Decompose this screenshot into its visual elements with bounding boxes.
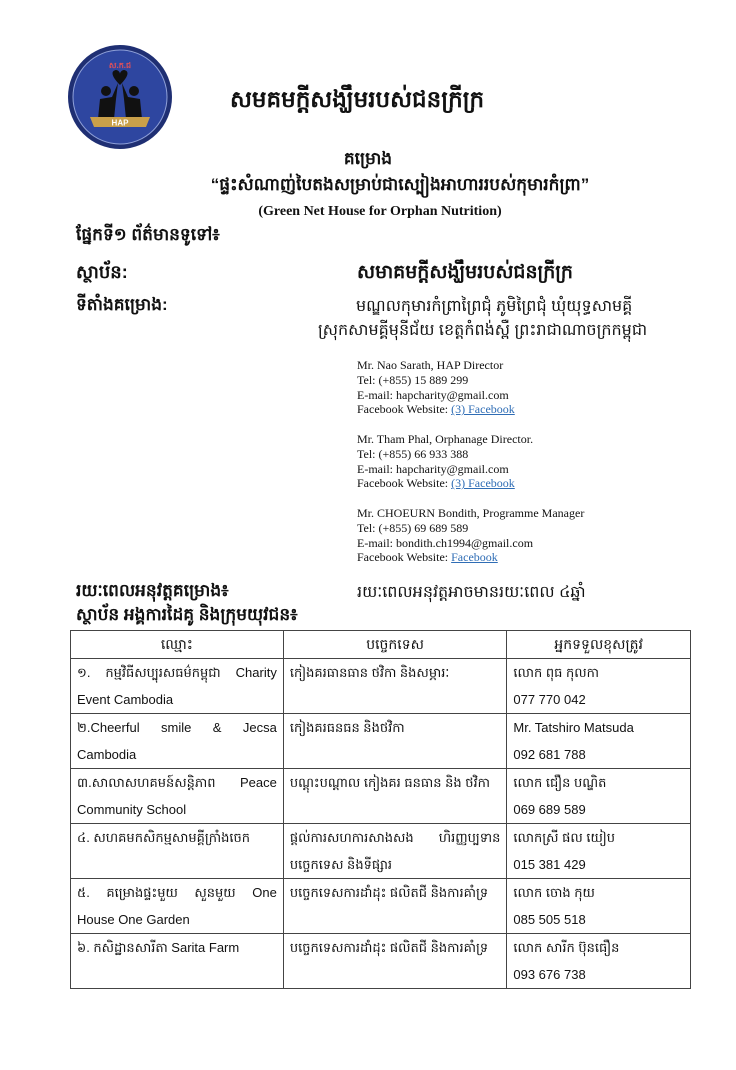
responsible-person: លោកស្រី ផល យៀប — [513, 830, 615, 845]
contact-block — [357, 506, 584, 565]
contact-block — [357, 358, 515, 417]
table-row — [71, 659, 691, 714]
partner-contact — [507, 769, 691, 824]
facebook-link[interactable]: Facebook — [451, 550, 498, 565]
table-row — [71, 879, 691, 934]
institution-label: ស្ថាប័ន: — [76, 262, 128, 282]
responsible-person: Mr. Tatshiro Matsuda — [513, 720, 634, 735]
contact-tel: Tel: (+855) 66 933 388 — [357, 446, 469, 461]
facebook-label: Facebook Website: — [357, 476, 452, 491]
partner-name: ៤. សហគមកសិកម្មសាមគ្គីក្រាំងចេក — [71, 824, 284, 879]
responsible-phone: 092 681 788 — [513, 747, 586, 762]
hap-logo — [66, 43, 174, 151]
partner-technique: កៀងគរធានធាន ថវិកា និងសម្ភារៈ — [283, 659, 507, 714]
responsible-phone: 093 676 738 — [513, 967, 586, 982]
logo-text: HAP — [111, 118, 129, 128]
header-responsible: អ្នកទទួលខុសត្រូវ — [507, 631, 691, 659]
location-label: ទីតាំងគម្រោង: — [76, 295, 168, 314]
document-title: សមគមក្ដីសង្ឃឹមរបស់ជនក្រីក្រ — [230, 86, 485, 112]
responsible-phone: 015 381 429 — [513, 857, 586, 872]
contact-name: Mr. CHOEURN Bondith, Programme Manager — [357, 506, 585, 520]
project-name: “ផ្ទះសំណាញ់បៃតងសម្រាប់ជាស្បៀងអាហាររបស់កុមារកំព្រា” — [210, 175, 590, 194]
table-header-row — [71, 631, 691, 659]
partner-contact — [507, 714, 691, 769]
contact-email: E-mail: hapcharity@gmail.com — [357, 387, 509, 402]
facebook-link[interactable]: (3) Facebook — [451, 476, 515, 491]
partner-contact — [507, 659, 691, 714]
location-line-2: ស្រុកសាមគ្គីមុនីជ័យ ខេត្តកំពង់ស្ពឺ ព្រះរាជាណាចក្រកម្ពុជា — [318, 322, 648, 339]
institution-value: សមាគមក្ដីសង្ឃឹមរបស់ជនក្រីក្រ — [357, 262, 573, 283]
project-name-english: (Green Net House for Orphan Nutrition) — [258, 204, 502, 219]
partner-name: ៥. គម្រោងផ្ទះមួយ សួនមួយ One House One Garden — [71, 879, 284, 934]
contact-tel: Tel: (+855) 15 889 299 — [357, 372, 469, 387]
duration-label: រយៈពេលអនុវត្តគម្រោង៖ — [76, 581, 229, 600]
table-row — [71, 714, 691, 769]
contact-name: Mr. Tham Phal, Orphanage Director. — [357, 432, 534, 446]
duration-value: រយៈពេលអនុវត្តអាចមានរយៈពេល ៤ឆ្នាំ — [357, 584, 586, 601]
contact-tel: Tel: (+855) 69 689 589 — [357, 520, 469, 535]
responsible-person: លោក សារីក ប៊ុនធឿន — [513, 940, 620, 955]
responsible-person: លោក ពុធ កុលកា — [513, 665, 599, 680]
partners-table — [70, 630, 691, 989]
contact-block — [357, 432, 533, 491]
table-row — [71, 934, 691, 989]
responsible-phone: 077 770 042 — [513, 692, 586, 707]
partner-name: ១. កម្មវិធីសប្បុរសធម៌កម្ពុជា Charity Event Cambodia — [71, 659, 284, 714]
partner-name: ៣.សាលាសហគមន៍សន្តិភាព Peace Community School — [71, 769, 284, 824]
partner-technique: បណ្ដុះបណ្ដាល កៀងគរ ធនធាន និង ថវិកា — [283, 769, 507, 824]
header-technique: បច្ចេកទេស — [283, 631, 507, 659]
facebook-link[interactable]: (3) Facebook — [451, 402, 515, 417]
partner-name: ២.Cheerful smile & Jecsa Cambodia — [71, 714, 284, 769]
partner-contact — [507, 934, 691, 989]
partner-technique: កៀងគរធនធន និងថវិកា — [283, 714, 507, 769]
partner-technique: ផ្ដល់ការសហការសាងសង ហិរញ្ញប្បទាន បច្ចេកទេស និងទីផ្សារ — [283, 824, 507, 879]
project-label: គម្រោង — [343, 149, 393, 168]
responsible-person: លោក ជឿន បណ្ឌិត — [513, 775, 607, 790]
partner-contact — [507, 879, 691, 934]
svg-text:ស.ក.ជ: ស.ក.ជ — [108, 61, 132, 70]
facebook-label: Facebook Website: — [357, 402, 452, 417]
partner-technique: បច្ចេកទេសការដាំដុះ ផលិតជី និងការគាំទ្រ — [283, 934, 507, 989]
table-row — [71, 769, 691, 824]
contact-email: E-mail: bondith.ch1994@gmail.com — [357, 535, 534, 550]
facebook-label: Facebook Website: — [357, 550, 452, 565]
header-name: ឈ្មោះ — [71, 631, 284, 659]
responsible-phone: 069 689 589 — [513, 802, 586, 817]
contact-name: Mr. Nao Sarath, HAP Director — [357, 358, 504, 372]
responsible-person: លោក ចោង កុយ — [513, 885, 595, 900]
partner-technique: បច្ចេកទេសការដាំដុះ ផលិតជី និងការគាំទ្រ — [283, 879, 507, 934]
contact-email: E-mail: hapcharity@gmail.com — [357, 461, 509, 476]
table-row — [71, 824, 691, 879]
partners-title: ស្ថាប័ន អង្គការដៃគូ និងក្រុមយុវជន៖ — [76, 605, 298, 624]
location-line-1: មណ្ឌលកុមារកំព្រាព្រៃជុំ ភូមិព្រៃជុំ ឃុំយុទ្ធសាមគ្គី — [356, 298, 633, 315]
partner-contact — [507, 824, 691, 879]
partner-name: ៦. កសិដ្ឋានសារីតា Sarita Farm — [71, 934, 284, 989]
responsible-phone: 085 505 518 — [513, 912, 586, 927]
section-title: ផ្នែកទី១ ព័ត៌មានទូទៅ៖ — [76, 225, 220, 244]
